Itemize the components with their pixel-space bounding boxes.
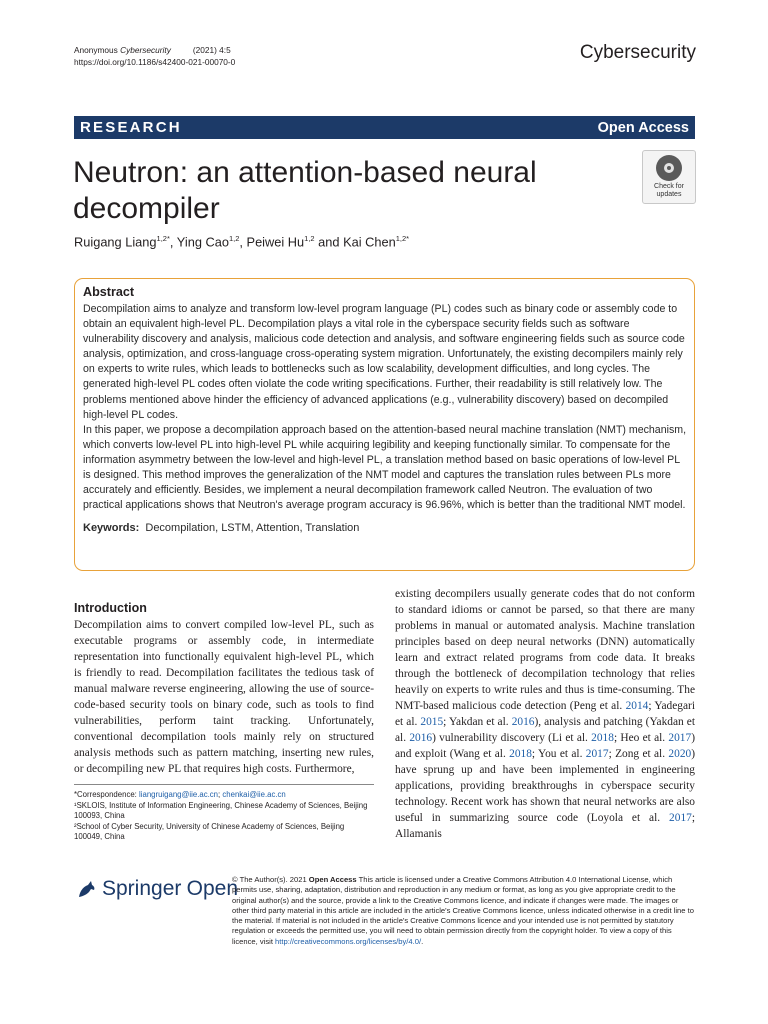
open-access-label: Open Access: [597, 119, 689, 136]
affiliation: ¹SKLOIS, Institute of Information Engineering, Chinese Academy of Sciences, Beijing 100093, China: [74, 800, 368, 820]
body-text: Decompilation aims to convert compiled low-level PL, such as executable programs or assembly code, in intermediate representation into functionally equivalent high-level PL, which is friendly to read. Decompilation facilitates the tedious task of manual malware reverse engineering, allowing the use of source-code-based security tools on binary code, such as tools to find vulnerabilities, perform taint tracking. Unfortunately, conventional decompilation tools mainly rely on structured analysis methods such as pattern matching, inserting new rules, or decompiling new PL that requires high costs. Furthermore,: [74, 619, 374, 775]
keywords: Keywords: Decompilation, LSTM, Attention, Translation: [83, 522, 360, 535]
email-link[interactable]: liangruigang@iie.ac.cn: [139, 790, 219, 799]
citation-meta: [74, 44, 235, 68]
article-type-label: RESEARCH: [80, 119, 182, 136]
author-name[interactable]: Ying Cao: [176, 234, 229, 250]
publisher-name: Springer Open: [102, 877, 239, 900]
author-name[interactable]: Ruigang Liang: [74, 234, 157, 250]
abstract-heading: Abstract: [83, 285, 135, 299]
springer-open-logo: [74, 876, 238, 901]
correspondence: *Correspondence: liangruigang@iie.ac.cn; chenkai@iie.ac.cn: [74, 790, 286, 799]
citation-link[interactable]: 2014: [625, 700, 649, 712]
citation-link[interactable]: 2015: [420, 716, 444, 728]
left-column: [74, 600, 374, 777]
doi-link[interactable]: https://doi.org/10.1186/s42400-021-00070-0: [74, 57, 236, 67]
article-title: Neutron: an attention-based neural decompiler: [73, 156, 537, 225]
license-link[interactable]: http://creativecommons.org/licenses/by/4.0/: [275, 936, 422, 946]
citation-link[interactable]: 2017: [585, 748, 609, 760]
abstract-box: [74, 278, 695, 571]
right-column: existing decompilers usually generate codes that do not conform to standard idioms or cannot be parsed, so that there are many problems in manual or automated analysis. Machine translation principles based on deep neural networks (DNN) automatically learn and extract related programs from code data. It breaks through the bottleneck of decompilation technology that relies heavily on experts to write rules and thus is time-consuming. The NMT-based malicious code detection (Peng et al. 2014; Yadegari et al. 2015; Yakdan et al. 2016), analysis and patching (Yakdan et al. 2016) vulnerability discovery (Li et al. 2018; Heo et al. 2017) and exploit (Wang et al. 2018; You et al. 2017; Zong et al. 2020) have sprung up and have been implemented in engineering applications, providing breakthroughs in cyberspace security technology. Recent work has shown that neural networks are also useful in summarizing source code (Loyola et al. 2017; Allamanis: [395, 588, 696, 840]
abstract-paragraph: In this paper, we propose a decompilation approach based on the attention-based neural machine translation (NMT) mechanism, which converts low-level PL into high-level PL while acquiring legibility and keeping functionally similar. To compensate for the information asymmetry between the low-level and high-level PL, a translation method based on basic operations of low-level PL is designed. This method improves the generalization of the NMT model and captures the translation rules between PLs more accurately and efficiently. Besides, we implement a neural decompilation framework called Neutron. The evaluation of two practical applications shows that Neutron's average program accuracy is 96.96%, which is better than the traditional NMT model.: [83, 423, 687, 512]
author-name[interactable]: Kai Chen: [343, 234, 396, 250]
check-updates-icon: [656, 155, 682, 181]
check-updates-label: Check for updates: [654, 183, 684, 198]
author-name[interactable]: Peiwei Hu: [246, 234, 305, 250]
citation-link[interactable]: 2016: [511, 716, 535, 728]
citation-link[interactable]: 2017: [669, 812, 692, 824]
footnotes: [74, 790, 374, 843]
citation-link[interactable]: 2020: [668, 748, 692, 760]
license-text: © The Author(s). 2021 Open Access This article is licensed under a Creative Commons Attribution 4.0 International License, which permits use, sharing, adaptation, distribution and reproduction in any medium or format, as long as you give appropriate credit to the original author(s) and the source, provide a link to the Creative Commons licence, and indicate if changes were made. The images or other third party material in this article are included in the article's Creative Commons licence, unless indicated otherwise in a credit line to the material. If material is not included in the article's Creative Commons licence and your intended use is not permitted by statutory regulation or exceeds the permitted use, you will need to obtain permission directly from the copyright holder. To view a copy of this licence, visit http://creativecommons.org/licenses/by/4.0/.: [232, 875, 694, 946]
footnote-divider: [74, 784, 374, 785]
abstract-paragraph: Decompilation aims to analyze and transform low-level program language (PL) codes such as binary code or assembly code to obtain an equivalent high-level PL. Decompilation plays a vital role in the cyberspace security fields such as software vulnerability discovery and analysis, malicious code detection and analysis, and software engineering fields such as source code analysis, optimization, and cross-language cross-operating system migration. Unfortunately, the existing decompilers mainly rely on experts to write rules, which leads to bottlenecks such as low scalability, development difficulties, and long cycles. The generated high-level PL codes often violate the code writing specifications. Further, their readability is still relatively low. The problems mentioned above hinder the efficiency of advanced applications (e.g., vulnerability discovery) based on decompiled high-level PL codes.: [83, 303, 685, 421]
author-list: Ruigang Liang$^{1,2*}$, Ying Cao$^{1,2}$, Peiwei Hu$^{1,2}$ and Kai Chen$^{1,2*}$: [74, 234, 410, 250]
section-heading: Introduction: [74, 601, 147, 615]
citation-link[interactable]: 2018: [509, 748, 532, 760]
check-for-updates-badge[interactable]: [642, 150, 696, 204]
journal-name: Cybersecurity: [579, 42, 696, 63]
citation-link[interactable]: 2018: [591, 732, 614, 744]
email-link[interactable]: chenkai@iie.ac.cn: [222, 790, 286, 799]
affiliation: ²School of Cyber Security, University of Chinese Academy of Sciences, Beijing 100049, China: [74, 821, 345, 841]
citation-year: (2021) 4:5: [192, 45, 231, 55]
citation-link[interactable]: 2017: [668, 732, 692, 744]
article-type-banner: [74, 116, 695, 139]
citation-link[interactable]: 2016: [409, 732, 433, 744]
springer-horse-icon: [74, 877, 98, 901]
citation-source: Anonymous Cybersecurity: [74, 45, 171, 55]
